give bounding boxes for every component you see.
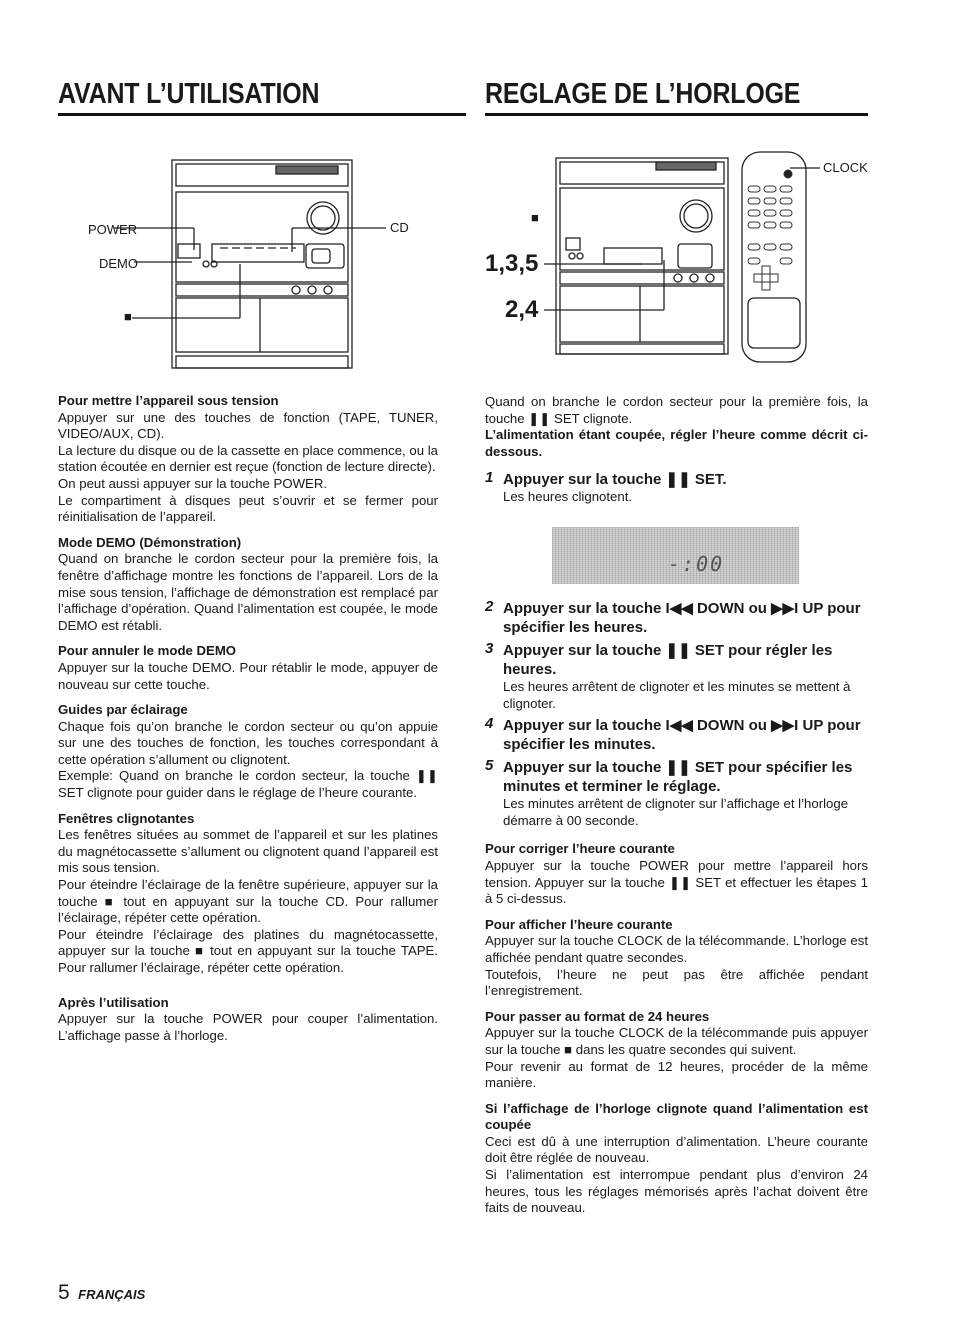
steps-callout-24: 2,4 — [505, 296, 539, 323]
step-title: Appuyer sur la touche ❚❚ SET. — [503, 471, 727, 489]
section-display-time — [485, 917, 868, 1000]
step-title: Appuyer sur la touche ❚❚ SET pour spécifier les minutes et terminer le réglage. — [503, 759, 853, 796]
paragraph: Appuyer sur la touche POWER pour mettre l’appareil hors tension. Appuyer sur la touche ❚❚ SET et effectuer les étapes 1 à 5 ci-dessus. — [485, 857, 868, 907]
step-3 — [485, 641, 868, 712]
lcd-display-time: -:00 — [668, 552, 725, 576]
clock-callout: CLOCK — [823, 160, 868, 175]
paragraph: Pour éteindre l’éclairage de la fenêtre supérieure, appuyer sur la touche ■ tout en appuyant sur la touche CD. Pour rallumer l’éclairage, répéter cette opération. — [58, 877, 438, 926]
section-24h-format — [485, 1009, 868, 1092]
power-callout: POWER — [88, 222, 138, 237]
section-heading: Pour corriger l’heure courante — [485, 841, 675, 857]
step-title: Appuyer sur la touche I◀◀ DOWN ou ▶▶I UP pour spécifier les heures. — [503, 600, 861, 636]
stereo-remote-illustration — [484, 148, 874, 368]
step-number: 4 — [485, 715, 494, 733]
step-number: 2 — [485, 598, 494, 615]
section-blinking-windows — [58, 811, 438, 977]
paragraph: Les fenêtres situées au sommet de l’appareil et sur les platines du magnétocassette s’allument ou clignotent quand l’appareil est mis sous tension. — [58, 827, 438, 876]
paragraph: Chaque fois qu’on branche le cordon secteur ou qu’on appuie sur une des touches de fonction, les touches correspondant à cette opération s’allument ou clignotent. — [58, 718, 438, 767]
section-heading: Fenêtres clignotantes — [58, 810, 195, 826]
cd-callout: CD — [390, 220, 409, 235]
section-heading: Après l’utilisation — [58, 994, 169, 1010]
section-after-use — [58, 995, 438, 1045]
paragraph: Si l’alimentation est interrompue pendant plus d’environ 24 heures, tous les réglages mémorisés après l’achat doivent être faits de nouveau. — [485, 1167, 868, 1216]
header-right: REGLAGE DE L’HORLOGE — [485, 78, 801, 110]
step-5 — [485, 758, 868, 829]
stop-callout-right: ■ — [531, 210, 539, 225]
paragraph: Appuyer sur la touche CLOCK de la télécommande puis appuyer sur la touche ■ dans les quatre secondes qui suivent. — [485, 1025, 868, 1057]
header-left: AVANT L’UTILISATION — [58, 78, 320, 110]
page-number: 5 — [58, 1281, 70, 1304]
paragraph: Appuyer sur une des touches de fonction (TAPE, TUNER, VIDEO/AUX, CD). — [58, 409, 438, 442]
step-2 — [485, 599, 868, 637]
step-1 — [485, 470, 868, 506]
section-heading: Guides par éclairage — [58, 702, 188, 718]
demo-callout: DEMO — [99, 256, 138, 271]
section-power-on — [58, 393, 438, 526]
paragraph: Ceci est dû à une interruption d’alimentation. L’heure courante doit être réglée de nouveau. — [485, 1133, 868, 1166]
right-column-steps — [485, 599, 868, 1226]
step-desc: Les heures clignotent. — [503, 489, 633, 505]
paragraph: On peut aussi appuyer sur la touche POWER. — [58, 475, 328, 491]
step-number: 1 — [485, 469, 494, 487]
section-clock-blinks — [485, 1101, 868, 1217]
footer-language: FRANÇAIS — [78, 1287, 146, 1302]
right-column-intro — [485, 394, 868, 509]
section-heading: Pour annuler le mode DEMO — [58, 643, 237, 659]
stop-callout: ■ — [124, 309, 132, 324]
paragraph: Toutefois, l’heure ne peut pas être affichée pendant l’enregistrement. — [485, 966, 868, 999]
section-cancel-demo — [58, 643, 438, 693]
section-heading: Pour mettre l’appareil sous tension — [58, 393, 279, 408]
section-demo-mode — [58, 535, 438, 635]
intro-bold-text: L’alimentation étant coupée, régler l’heure comme décrit ci-dessous. — [485, 427, 868, 459]
section-heading: Pour passer au format de 24 heures — [485, 1008, 710, 1024]
step-desc: Les heures arrêtent de clignoter et les minutes se mettent à clignoter. — [503, 679, 851, 711]
step-number: 5 — [485, 757, 494, 775]
paragraph: Appuyer sur la touche CLOCK de la télécommande. L’horloge est affichée pendant quatre secondes. — [485, 933, 868, 965]
steps-callout-135: 1,3,5 — [485, 250, 539, 277]
step-title: Appuyer sur la touche ❚❚ SET pour régler les heures. — [503, 642, 833, 678]
step-4 — [485, 716, 868, 754]
header-right-rule — [485, 113, 868, 116]
paragraph: Exemple: Quand on branche le cordon secteur, la touche ❚❚ SET clignote pour guider dans le réglage de l’heure courante. — [58, 768, 438, 801]
paragraph: Le compartiment à disques peut s’ouvrir et se fermer pour réinitialisation de l’appareil. — [58, 492, 438, 525]
paragraph: Pour revenir au format de 12 heures, procéder de la même manière. — [485, 1058, 868, 1091]
section-correct-time — [485, 841, 868, 907]
paragraph: Appuyer sur la touche POWER pour couper l’alimentation. L’affichage passe à l’horloge. — [58, 1011, 438, 1043]
paragraph: La lecture du disque ou de la cassette en place commence, ou la station écoutée en dernier est reçue (fonction de lecture directe). — [58, 442, 438, 475]
step-title: Appuyer sur la touche I◀◀ DOWN ou ▶▶I UP pour spécifier les minutes. — [503, 717, 861, 754]
step-number: 3 — [485, 640, 494, 657]
paragraph: Appuyer sur la touche DEMO. Pour rétablir le mode, appuyer de nouveau sur cette touche. — [58, 659, 438, 692]
page-footer — [58, 1281, 145, 1305]
section-heading: Si l’affichage de l’horloge clignote quand l’alimentation est coupée — [485, 1100, 868, 1133]
section-heading: Pour afficher l’heure courante — [485, 916, 673, 932]
paragraph: Pour éteindre l’éclairage des platines du magnétocassette, appuyer sur la touche ■ tout en appuyant sur la touche TAPE. Pour rallumer l’éclairage, répéter cette opération. — [58, 926, 438, 975]
header-left-rule — [58, 113, 466, 116]
section-light-guides — [58, 702, 438, 802]
step-desc: Les minutes arrêtent de clignoter sur l’affichage et l’horloge démarre à 00 seconde. — [503, 796, 849, 828]
intro-text: Quand on branche le cordon secteur pour la première fois, la touche ❚❚ SET clignote. — [485, 394, 868, 426]
left-column — [58, 393, 438, 1053]
section-heading: Mode DEMO (Démonstration) — [58, 534, 242, 550]
paragraph: Quand on branche le cordon secteur pour la première fois, la fenêtre d’affichage montre les fonctions de l’appareil. Lors de la mise sous tension, l’affichage de démonstration est remplacé par l’affichage d’opération. Quand l’alimentation est coupée, le mode DEMO est rétabli. — [58, 551, 438, 633]
